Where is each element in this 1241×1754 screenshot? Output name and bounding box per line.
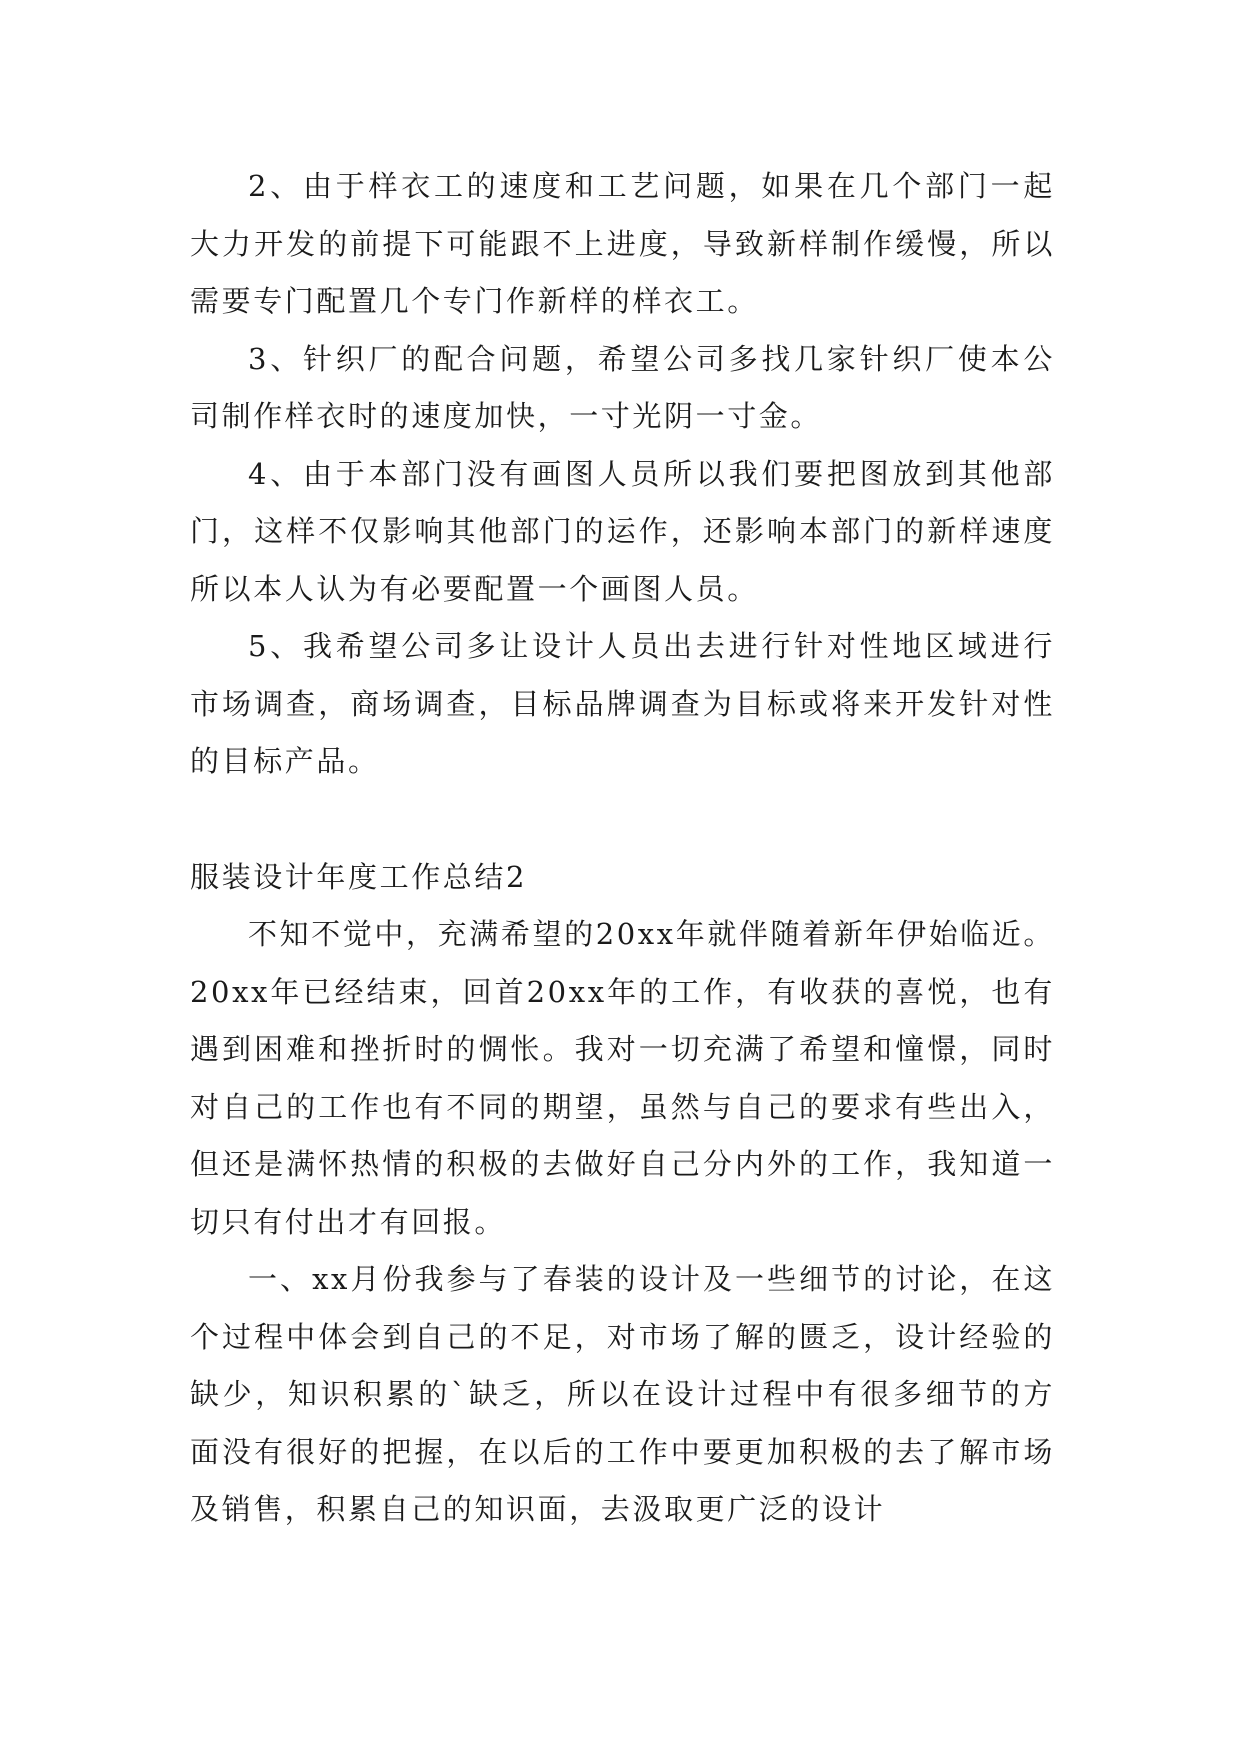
section-title: 服装设计年度工作总结2 (190, 859, 528, 894)
paragraph-item-4: 4、由于本部门没有画图人员所以我们要把图放到其他部门，这样不仅影响其他部门的运作，还影响本部门的新样速度所以本人认为有必要配置一个画图人员。 (190, 456, 1055, 606)
paragraph-item-5: 5、我希望公司多让设计人员出去进行针对性地区域进行市场调查，商场调查，目标品牌调查为目标或将来开发针对性的目标产品。 (190, 629, 1055, 778)
paragraph-intro: 不知不觉中，充满希望的20xx年就伴随着新年伊始临近。20xx年已经结束，回首20xx年的工作，有收获的喜悦，也有遇到困难和挫折时的惆怅。我对一切充满了希望和憧憬，同时对自己的工作也有不同的期望，虽然与自己的要求有些出入，但还是满怀热情的积极的去做好自己分内外的工作，我知道一切只有付出才有回报。 (190, 917, 1055, 1239)
document-page (190, 158, 1055, 1539)
paragraph-item-2: 2、由于样衣工的速度和工艺问题，如果在几个部门一起大力开发的前提下可能跟不上进度，导致新样制作缓慢，所以需要专门配置几个专门作新样的样衣工。 (190, 169, 1055, 318)
paragraph-item-3: 3、针织厂的配合问题，希望公司多找几家针织厂使本公司制作样衣时的速度加快，一寸光阴一寸金。 (190, 341, 1055, 433)
paragraph-point-1: 一、xx月份我参与了春装的设计及一些细节的讨论，在这个过程中体会到自己的不足，对市场了解的匮乏，设计经验的缺少，知识积累的`缺乏，所以在设计过程中有很多细节的方面没有很好的把握，在以后的工作中要更加积极的去了解市场及销售，积累自己的知识面，去汲取更广泛的设计 (190, 1262, 1055, 1526)
